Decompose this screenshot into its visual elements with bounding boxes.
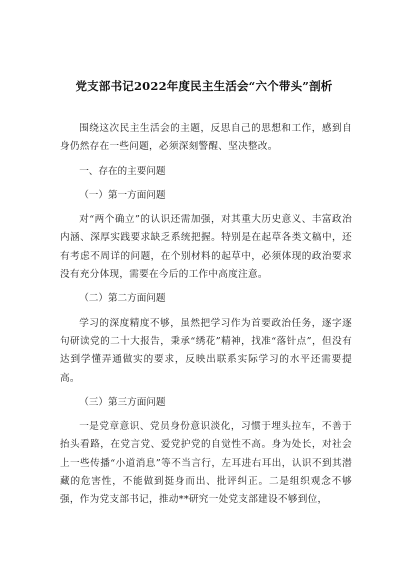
subsection-heading-2: （二）第二方面问题 (79, 293, 166, 305)
intro-paragraph: 围绕这次民主生活会的主题，反思自己的思想和工作，感到自身仍然存在一些问题，必须深刻警醒、坚决整改。 (60, 123, 352, 153)
subsection-text-3: 一是党章意识、党员身份意识淡化，习惯于埋头拉车，不善于抬头看路，在党言党、爱党护党的自觉性不高。身为处长，对社会上一些传播“小道消息”等不当言行，左耳进右耳出，认识不到其潜藏的危害性，不能做到挺身而出、批评纠正。二是组织观念不够强，作为党支部书记，推动**研究一处党支部建设不够到位， (60, 421, 352, 506)
subsection-heading-1: （一）第一方面问题 (79, 189, 166, 201)
section-heading: 一、存在的主要问题 (79, 165, 166, 177)
subsection-text-1: 对“两个确立”的认识还需加强，对其重大历史意义、丰富政治内涵、深厚实践要求缺乏系统把握。特别是在起草各类文稿中，还有考虑不周详的问题，在个别材料的起草中，必须体现的政治要求没有充分体现，需要在今后的工作中高度注意。 (60, 214, 352, 281)
document-body (60, 120, 352, 516)
subsection-heading-3: （三）第三方面问题 (79, 396, 166, 408)
subsection-text-2: 学习的深度精度不够，虽然把学习作为首要政治任务，逐字逐句研读党的二十大报告，秉承“绣花”精神，找准“落针点”，但没有达到学懂弄通做实的要求，反映出联系实际学习的水平还需要提高。 (60, 317, 352, 384)
document-title: 党支部书记2022年度民主生活会“六个带头”剖析 (75, 79, 333, 93)
